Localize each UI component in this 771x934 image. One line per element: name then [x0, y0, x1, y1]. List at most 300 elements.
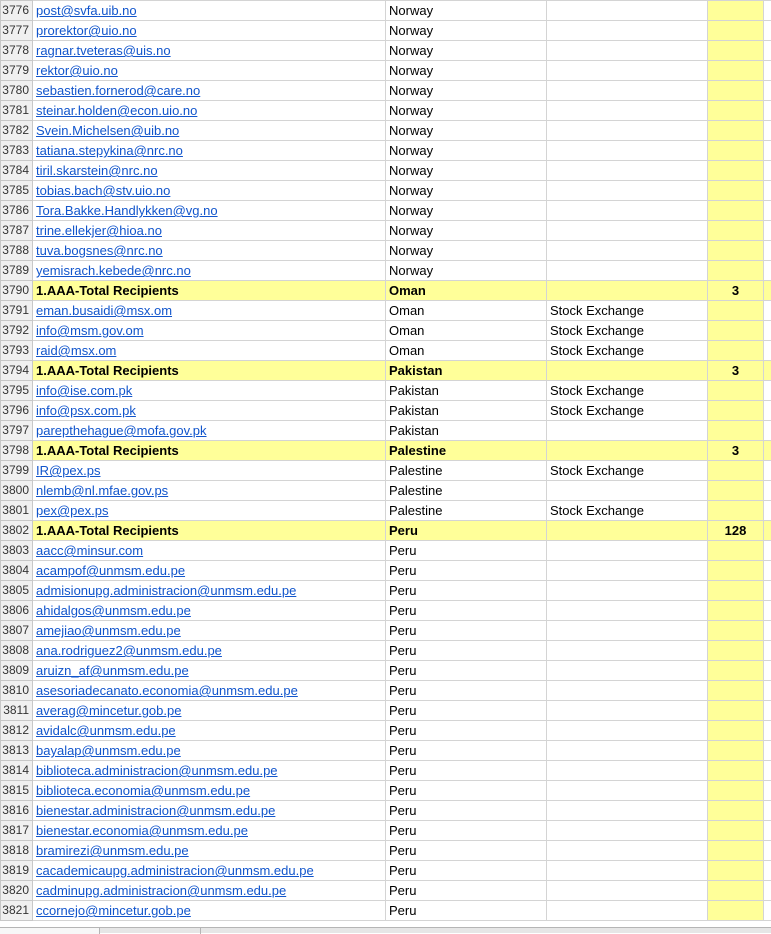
- email-link[interactable]: tuva.bogsnes@nrc.no: [36, 243, 163, 258]
- count-cell[interactable]: [708, 421, 764, 441]
- count-cell[interactable]: [708, 581, 764, 601]
- blank-cell[interactable]: [764, 681, 771, 701]
- email-link[interactable]: asesoriadecanato.economia@unmsm.edu.pe: [36, 683, 298, 698]
- blank-cell[interactable]: [764, 41, 771, 61]
- email-cell[interactable]: [33, 621, 386, 641]
- type-cell[interactable]: [547, 901, 708, 921]
- email-cell[interactable]: [33, 381, 386, 401]
- count-cell[interactable]: [708, 1, 764, 21]
- blank-cell[interactable]: [764, 901, 771, 921]
- type-cell[interactable]: [547, 1, 708, 21]
- email-link[interactable]: ana.rodriguez2@unmsm.edu.pe: [36, 643, 222, 658]
- blank-cell[interactable]: [764, 701, 771, 721]
- country-cell[interactable]: Norway: [386, 101, 547, 121]
- count-cell[interactable]: 3: [708, 281, 764, 301]
- type-cell[interactable]: [547, 681, 708, 701]
- email-link[interactable]: tatiana.stepykina@nrc.no: [36, 143, 183, 158]
- email-link[interactable]: bienestar.economia@unmsm.edu.pe: [36, 823, 248, 838]
- blank-cell[interactable]: [764, 881, 771, 901]
- blank-cell[interactable]: [764, 821, 771, 841]
- email-cell[interactable]: [33, 121, 386, 141]
- email-link[interactable]: Svein.Michelsen@uib.no: [36, 123, 179, 138]
- type-cell[interactable]: [547, 761, 708, 781]
- count-cell[interactable]: [708, 641, 764, 661]
- email-cell[interactable]: [33, 1, 386, 21]
- row-number[interactable]: 3795: [1, 381, 33, 401]
- country-cell[interactable]: Peru: [386, 681, 547, 701]
- blank-cell[interactable]: [764, 241, 771, 261]
- email-link[interactable]: admisionupg.administracion@unmsm.edu.pe: [36, 583, 296, 598]
- row-number[interactable]: 3784: [1, 161, 33, 181]
- count-cell[interactable]: [708, 621, 764, 641]
- row-number[interactable]: 3794: [1, 361, 33, 381]
- row-number[interactable]: 3805: [1, 581, 33, 601]
- type-cell[interactable]: [547, 361, 708, 381]
- blank-cell[interactable]: [764, 461, 771, 481]
- type-cell[interactable]: [547, 821, 708, 841]
- row-number[interactable]: 3788: [1, 241, 33, 261]
- blank-cell[interactable]: [764, 261, 771, 281]
- email-cell[interactable]: 1.AAA-Total Recipients: [33, 521, 386, 541]
- blank-cell[interactable]: [764, 321, 771, 341]
- row-number[interactable]: 3818: [1, 841, 33, 861]
- blank-cell[interactable]: [764, 381, 771, 401]
- row-number[interactable]: 3810: [1, 681, 33, 701]
- count-cell[interactable]: [708, 301, 764, 321]
- email-link[interactable]: eman.busaidi@msx.om: [36, 303, 172, 318]
- row-number[interactable]: 3802: [1, 521, 33, 541]
- row-number[interactable]: 3783: [1, 141, 33, 161]
- blank-cell[interactable]: [764, 301, 771, 321]
- row-number[interactable]: 3799: [1, 461, 33, 481]
- type-cell[interactable]: [547, 541, 708, 561]
- type-cell[interactable]: [547, 41, 708, 61]
- email-link[interactable]: aacc@minsur.com: [36, 543, 143, 558]
- count-cell[interactable]: [708, 721, 764, 741]
- email-link[interactable]: ccornejo@mincetur.gob.pe: [36, 903, 191, 918]
- type-cell[interactable]: [547, 601, 708, 621]
- type-cell[interactable]: [547, 561, 708, 581]
- country-cell[interactable]: Pakistan: [386, 401, 547, 421]
- email-cell[interactable]: [33, 861, 386, 881]
- email-link[interactable]: cacademicaupg.administracion@unmsm.edu.pe: [36, 863, 314, 878]
- email-link[interactable]: IR@pex.ps: [36, 463, 101, 478]
- email-cell[interactable]: [33, 541, 386, 561]
- type-cell[interactable]: [547, 421, 708, 441]
- email-link[interactable]: rektor@uio.no: [36, 63, 118, 78]
- country-cell[interactable]: Norway: [386, 141, 547, 161]
- row-number[interactable]: 3792: [1, 321, 33, 341]
- type-cell[interactable]: [547, 241, 708, 261]
- email-cell[interactable]: [33, 21, 386, 41]
- email-cell[interactable]: [33, 501, 386, 521]
- type-cell[interactable]: [547, 441, 708, 461]
- blank-cell[interactable]: [764, 21, 771, 41]
- blank-cell[interactable]: [764, 1, 771, 21]
- row-number[interactable]: 3817: [1, 821, 33, 841]
- type-cell[interactable]: [547, 141, 708, 161]
- blank-cell[interactable]: [764, 801, 771, 821]
- email-cell[interactable]: [33, 881, 386, 901]
- type-cell[interactable]: [547, 121, 708, 141]
- type-cell[interactable]: [547, 81, 708, 101]
- country-cell[interactable]: Pakistan: [386, 381, 547, 401]
- row-number[interactable]: 3787: [1, 221, 33, 241]
- count-cell[interactable]: [708, 241, 764, 261]
- row-number[interactable]: 3803: [1, 541, 33, 561]
- email-cell[interactable]: [33, 221, 386, 241]
- type-cell[interactable]: [547, 61, 708, 81]
- row-number[interactable]: 3820: [1, 881, 33, 901]
- count-cell[interactable]: [708, 101, 764, 121]
- row-number[interactable]: 3780: [1, 81, 33, 101]
- email-cell[interactable]: [33, 581, 386, 601]
- row-number[interactable]: 3777: [1, 21, 33, 41]
- country-cell[interactable]: Norway: [386, 261, 547, 281]
- type-cell[interactable]: [547, 181, 708, 201]
- type-cell[interactable]: Stock Exchange: [547, 401, 708, 421]
- email-link[interactable]: parepthehague@mofa.gov.pk: [36, 423, 207, 438]
- type-cell[interactable]: Stock Exchange: [547, 341, 708, 361]
- email-cell[interactable]: [33, 341, 386, 361]
- email-link[interactable]: amejiao@unmsm.edu.pe: [36, 623, 181, 638]
- country-cell[interactable]: Peru: [386, 601, 547, 621]
- country-cell[interactable]: Peru: [386, 761, 547, 781]
- blank-cell[interactable]: [764, 221, 771, 241]
- count-cell[interactable]: [708, 201, 764, 221]
- country-cell[interactable]: Peru: [386, 701, 547, 721]
- blank-cell[interactable]: [764, 621, 771, 641]
- count-cell[interactable]: 3: [708, 441, 764, 461]
- row-number[interactable]: 3814: [1, 761, 33, 781]
- type-cell[interactable]: [547, 221, 708, 241]
- row-number[interactable]: 3812: [1, 721, 33, 741]
- country-cell[interactable]: Peru: [386, 841, 547, 861]
- type-cell[interactable]: [547, 581, 708, 601]
- email-cell[interactable]: [33, 641, 386, 661]
- country-cell[interactable]: Oman: [386, 281, 547, 301]
- type-cell[interactable]: [547, 801, 708, 821]
- email-cell[interactable]: [33, 201, 386, 221]
- country-cell[interactable]: Norway: [386, 241, 547, 261]
- count-cell[interactable]: [708, 801, 764, 821]
- row-number[interactable]: 3801: [1, 501, 33, 521]
- row-number[interactable]: 3782: [1, 121, 33, 141]
- email-link[interactable]: acampof@unmsm.edu.pe: [36, 563, 185, 578]
- row-number[interactable]: 3797: [1, 421, 33, 441]
- email-cell[interactable]: [33, 61, 386, 81]
- country-cell[interactable]: Peru: [386, 621, 547, 641]
- blank-cell[interactable]: [764, 481, 771, 501]
- blank-cell[interactable]: [764, 521, 771, 541]
- count-cell[interactable]: 128: [708, 521, 764, 541]
- blank-cell[interactable]: [764, 181, 771, 201]
- row-number[interactable]: 3778: [1, 41, 33, 61]
- country-cell[interactable]: Norway: [386, 121, 547, 141]
- country-cell[interactable]: Pakistan: [386, 361, 547, 381]
- email-link[interactable]: bayalap@unmsm.edu.pe: [36, 743, 181, 758]
- count-cell[interactable]: [708, 161, 764, 181]
- count-cell[interactable]: [708, 741, 764, 761]
- type-cell[interactable]: [547, 781, 708, 801]
- count-cell[interactable]: [708, 381, 764, 401]
- count-cell[interactable]: [708, 341, 764, 361]
- country-cell[interactable]: Norway: [386, 161, 547, 181]
- country-cell[interactable]: Peru: [386, 541, 547, 561]
- sheet-tab[interactable]: [0, 928, 100, 934]
- email-cell[interactable]: [33, 701, 386, 721]
- country-cell[interactable]: Norway: [386, 81, 547, 101]
- count-cell[interactable]: [708, 261, 764, 281]
- row-number[interactable]: 3807: [1, 621, 33, 641]
- blank-cell[interactable]: [764, 841, 771, 861]
- email-cell[interactable]: [33, 141, 386, 161]
- row-number[interactable]: 3781: [1, 101, 33, 121]
- email-cell[interactable]: [33, 681, 386, 701]
- country-cell[interactable]: Peru: [386, 741, 547, 761]
- count-cell[interactable]: [708, 781, 764, 801]
- type-cell[interactable]: [547, 21, 708, 41]
- row-number[interactable]: 3793: [1, 341, 33, 361]
- row-number[interactable]: 3815: [1, 781, 33, 801]
- country-cell[interactable]: Peru: [386, 781, 547, 801]
- email-link[interactable]: biblioteca.administracion@unmsm.edu.pe: [36, 763, 278, 778]
- country-cell[interactable]: Peru: [386, 721, 547, 741]
- country-cell[interactable]: Oman: [386, 321, 547, 341]
- count-cell[interactable]: [708, 121, 764, 141]
- count-cell[interactable]: [708, 81, 764, 101]
- blank-cell[interactable]: [764, 121, 771, 141]
- email-cell[interactable]: [33, 261, 386, 281]
- blank-cell[interactable]: [764, 421, 771, 441]
- count-cell[interactable]: [708, 41, 764, 61]
- email-cell[interactable]: [33, 661, 386, 681]
- email-cell[interactable]: [33, 561, 386, 581]
- row-number[interactable]: 3809: [1, 661, 33, 681]
- email-cell[interactable]: 1.AAA-Total Recipients: [33, 361, 386, 381]
- type-cell[interactable]: Stock Exchange: [547, 381, 708, 401]
- country-cell[interactable]: Peru: [386, 801, 547, 821]
- country-cell[interactable]: Peru: [386, 821, 547, 841]
- email-link[interactable]: Tora.Bakke.Handlykken@vg.no: [36, 203, 218, 218]
- row-number[interactable]: 3790: [1, 281, 33, 301]
- blank-cell[interactable]: [764, 341, 771, 361]
- country-cell[interactable]: Palestine: [386, 461, 547, 481]
- email-link[interactable]: info@psx.com.pk: [36, 403, 136, 418]
- row-number[interactable]: 3821: [1, 901, 33, 921]
- row-number[interactable]: 3791: [1, 301, 33, 321]
- row-number[interactable]: 3796: [1, 401, 33, 421]
- country-cell[interactable]: Pakistan: [386, 421, 547, 441]
- count-cell[interactable]: [708, 821, 764, 841]
- type-cell[interactable]: [547, 281, 708, 301]
- email-link[interactable]: bramirezi@unmsm.edu.pe: [36, 843, 189, 858]
- blank-cell[interactable]: [764, 861, 771, 881]
- blank-cell[interactable]: [764, 101, 771, 121]
- email-cell[interactable]: [33, 741, 386, 761]
- blank-cell[interactable]: [764, 581, 771, 601]
- blank-cell[interactable]: [764, 781, 771, 801]
- email-link[interactable]: aruizn_af@unmsm.edu.pe: [36, 663, 189, 678]
- row-number[interactable]: 3785: [1, 181, 33, 201]
- type-cell[interactable]: [547, 641, 708, 661]
- count-cell[interactable]: 3: [708, 361, 764, 381]
- email-link[interactable]: tiril.skarstein@nrc.no: [36, 163, 158, 178]
- count-cell[interactable]: [708, 881, 764, 901]
- count-cell[interactable]: [708, 401, 764, 421]
- email-cell[interactable]: [33, 181, 386, 201]
- type-cell[interactable]: [547, 661, 708, 681]
- blank-cell[interactable]: [764, 81, 771, 101]
- email-cell[interactable]: [33, 81, 386, 101]
- email-cell[interactable]: [33, 481, 386, 501]
- blank-cell[interactable]: [764, 161, 771, 181]
- email-cell[interactable]: [33, 301, 386, 321]
- country-cell[interactable]: Oman: [386, 301, 547, 321]
- blank-cell[interactable]: [764, 661, 771, 681]
- email-cell[interactable]: [33, 821, 386, 841]
- email-cell[interactable]: [33, 761, 386, 781]
- count-cell[interactable]: [708, 321, 764, 341]
- type-cell[interactable]: Stock Exchange: [547, 501, 708, 521]
- email-link[interactable]: trine.ellekjer@hioa.no: [36, 223, 162, 238]
- country-cell[interactable]: Peru: [386, 861, 547, 881]
- email-link[interactable]: ahidalgos@unmsm.edu.pe: [36, 603, 191, 618]
- count-cell[interactable]: [708, 841, 764, 861]
- type-cell[interactable]: [547, 841, 708, 861]
- email-cell[interactable]: [33, 421, 386, 441]
- blank-cell[interactable]: [764, 61, 771, 81]
- email-link[interactable]: yemisrach.kebede@nrc.no: [36, 263, 191, 278]
- country-cell[interactable]: Peru: [386, 661, 547, 681]
- blank-cell[interactable]: [764, 441, 771, 461]
- type-cell[interactable]: [547, 721, 708, 741]
- email-cell[interactable]: [33, 461, 386, 481]
- row-number[interactable]: 3800: [1, 481, 33, 501]
- row-number[interactable]: 3804: [1, 561, 33, 581]
- email-link[interactable]: ragnar.tveteras@uis.no: [36, 43, 171, 58]
- country-cell[interactable]: Norway: [386, 201, 547, 221]
- email-link[interactable]: averag@mincetur.gob.pe: [36, 703, 181, 718]
- email-link[interactable]: info@ise.com.pk: [36, 383, 132, 398]
- type-cell[interactable]: Stock Exchange: [547, 461, 708, 481]
- row-number[interactable]: 3776: [1, 1, 33, 21]
- count-cell[interactable]: [708, 461, 764, 481]
- email-cell[interactable]: [33, 241, 386, 261]
- email-cell[interactable]: [33, 721, 386, 741]
- blank-cell[interactable]: [764, 281, 771, 301]
- row-number[interactable]: 3816: [1, 801, 33, 821]
- email-link[interactable]: pex@pex.ps: [36, 503, 108, 518]
- email-cell[interactable]: 1.AAA-Total Recipients: [33, 281, 386, 301]
- count-cell[interactable]: [708, 901, 764, 921]
- type-cell[interactable]: [547, 861, 708, 881]
- blank-cell[interactable]: [764, 741, 771, 761]
- email-link[interactable]: sebastien.fornerod@care.no: [36, 83, 200, 98]
- email-link[interactable]: prorektor@uio.no: [36, 23, 137, 38]
- email-cell[interactable]: [33, 841, 386, 861]
- row-number[interactable]: 3786: [1, 201, 33, 221]
- count-cell[interactable]: [708, 221, 764, 241]
- count-cell[interactable]: [708, 501, 764, 521]
- type-cell[interactable]: [547, 881, 708, 901]
- email-cell[interactable]: [33, 101, 386, 121]
- country-cell[interactable]: Oman: [386, 341, 547, 361]
- country-cell[interactable]: Peru: [386, 521, 547, 541]
- country-cell[interactable]: Peru: [386, 881, 547, 901]
- country-cell[interactable]: Peru: [386, 641, 547, 661]
- email-cell[interactable]: [33, 801, 386, 821]
- blank-cell[interactable]: [764, 141, 771, 161]
- type-cell[interactable]: [547, 201, 708, 221]
- row-number[interactable]: 3808: [1, 641, 33, 661]
- count-cell[interactable]: [708, 61, 764, 81]
- count-cell[interactable]: [708, 481, 764, 501]
- count-cell[interactable]: [708, 181, 764, 201]
- type-cell[interactable]: [547, 101, 708, 121]
- type-cell[interactable]: [547, 741, 708, 761]
- email-link[interactable]: nlemb@nl.mfae.gov.ps: [36, 483, 168, 498]
- count-cell[interactable]: [708, 681, 764, 701]
- email-cell[interactable]: [33, 41, 386, 61]
- email-link[interactable]: tobias.bach@stv.uio.no: [36, 183, 170, 198]
- email-cell[interactable]: [33, 601, 386, 621]
- country-cell[interactable]: Peru: [386, 901, 547, 921]
- country-cell[interactable]: Palestine: [386, 441, 547, 461]
- blank-cell[interactable]: [764, 721, 771, 741]
- country-cell[interactable]: Norway: [386, 61, 547, 81]
- email-cell[interactable]: 1.AAA-Total Recipients: [33, 441, 386, 461]
- blank-cell[interactable]: [764, 401, 771, 421]
- email-link[interactable]: steinar.holden@econ.uio.no: [36, 103, 197, 118]
- country-cell[interactable]: Norway: [386, 1, 547, 21]
- type-cell[interactable]: [547, 481, 708, 501]
- count-cell[interactable]: [708, 541, 764, 561]
- email-link[interactable]: bienestar.administracion@unmsm.edu.pe: [36, 803, 275, 818]
- country-cell[interactable]: Norway: [386, 21, 547, 41]
- count-cell[interactable]: [708, 861, 764, 881]
- type-cell[interactable]: Stock Exchange: [547, 321, 708, 341]
- email-cell[interactable]: [33, 901, 386, 921]
- type-cell[interactable]: [547, 261, 708, 281]
- row-number[interactable]: 3819: [1, 861, 33, 881]
- type-cell[interactable]: [547, 621, 708, 641]
- row-number[interactable]: 3811: [1, 701, 33, 721]
- country-cell[interactable]: Palestine: [386, 501, 547, 521]
- email-cell[interactable]: [33, 401, 386, 421]
- type-cell[interactable]: [547, 701, 708, 721]
- row-number[interactable]: 3789: [1, 261, 33, 281]
- row-number[interactable]: 3806: [1, 601, 33, 621]
- type-cell[interactable]: [547, 521, 708, 541]
- email-link[interactable]: info@msm.gov.om: [36, 323, 144, 338]
- country-cell[interactable]: Norway: [386, 221, 547, 241]
- blank-cell[interactable]: [764, 761, 771, 781]
- blank-cell[interactable]: [764, 561, 771, 581]
- row-number[interactable]: 3798: [1, 441, 33, 461]
- blank-cell[interactable]: [764, 501, 771, 521]
- email-link[interactable]: post@svfa.uib.no: [36, 3, 137, 18]
- count-cell[interactable]: [708, 561, 764, 581]
- country-cell[interactable]: Norway: [386, 41, 547, 61]
- email-link[interactable]: avidalc@unmsm.edu.pe: [36, 723, 176, 738]
- blank-cell[interactable]: [764, 641, 771, 661]
- type-cell[interactable]: Stock Exchange: [547, 301, 708, 321]
- blank-cell[interactable]: [764, 201, 771, 221]
- email-cell[interactable]: [33, 321, 386, 341]
- country-cell[interactable]: Norway: [386, 181, 547, 201]
- sheet-tab-bar[interactable]: [0, 927, 771, 933]
